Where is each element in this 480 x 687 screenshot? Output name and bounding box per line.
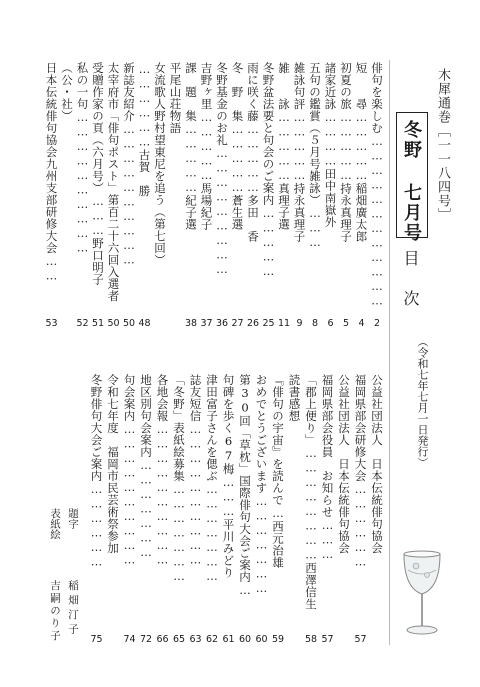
toc-entry <box>189 374 201 567</box>
toc-entry-title: 女流歌人野村望東尼を追う（第七回） <box>153 62 167 266</box>
toc-entry-title: 雨に咲く藤……………多田 香 <box>246 62 260 243</box>
toc-entry <box>169 62 181 134</box>
toc-entry-page: 6 <box>327 318 334 329</box>
toc-entry <box>123 374 135 567</box>
toc-entry-page: 60 <box>255 634 268 645</box>
toc-entry-title: 福岡県部会役員 お知らせ……… <box>320 374 335 562</box>
toc-entry <box>156 374 168 567</box>
toc-entry-title: 句会案内………………………… <box>122 374 137 567</box>
toc-entry-page: 59 <box>271 634 285 645</box>
issue-date: （令和七年七月一日発行） <box>416 336 429 468</box>
toc-entry-title: 誌友短信………………………… <box>188 374 203 567</box>
toc-entry-title: 雑詠句評……………持永真理子 <box>292 62 307 243</box>
toc-entry <box>262 62 274 279</box>
toc-entry-page: 5 <box>342 318 350 329</box>
toc-entry <box>340 62 352 243</box>
toc-entry-page: 61 <box>222 634 235 645</box>
toc-entry <box>206 374 218 584</box>
toc-entry-title: 吉野ヶ里……………馬場紀子 <box>199 62 214 231</box>
toc-entry <box>92 62 104 286</box>
toc-entry-title: 公益社団法人 日本伝統俳句協会 <box>370 374 384 554</box>
toc-entry-page: 52 <box>76 318 89 329</box>
toc-entry-page: 63 <box>189 634 202 645</box>
toc-entry-page: 25 <box>262 318 275 329</box>
toc-entry-title: 初夏の旅……………持永真理子 <box>339 62 353 243</box>
toc-entry-title: 冬野盆法要と句会のご案内…………… <box>261 62 276 279</box>
toc-entry-title: 冬 野 集……………蒼生選 <box>230 62 245 231</box>
toc-entry-title: 「郡上便り」……………………西澤信生 <box>304 374 318 610</box>
toc-entry-title: 津田富子さんを偲ぶ………………… <box>205 374 219 584</box>
toc-entry-title: 福岡県部会研修大会……………… <box>353 374 368 569</box>
toc-entry-title: 各地会報………………………… <box>155 374 170 567</box>
toc-entry-title: 太宰府市「俳句ポスト」第百二十六回入選者 <box>106 62 121 302</box>
toc-entry <box>231 62 243 231</box>
toc-entry-title: 俳句を楽しむ……………………………… <box>370 62 384 308</box>
toc-entry <box>371 62 383 308</box>
toc-entry <box>288 374 300 422</box>
toc-entry-page: 60 <box>238 634 252 645</box>
toc-entry <box>338 374 350 554</box>
toc-entry-title: 五句の鑑賞（５月号雑詠）……… <box>308 62 322 250</box>
credit-title-person: 稲畑汀子 <box>67 580 79 638</box>
toc-entry-page: 74 <box>123 634 136 645</box>
toc-entry-page: 27 <box>231 318 244 329</box>
toc-entry-page: 11 <box>277 318 291 329</box>
toc-entry <box>76 62 88 255</box>
toc-entry <box>216 62 228 277</box>
toc-entry <box>321 374 333 562</box>
credit-title-label: 題字 <box>67 508 79 529</box>
header-divider <box>389 60 390 645</box>
toc-entry-page: 62 <box>205 634 219 645</box>
toc-entry-page: 58 <box>304 634 318 645</box>
toc-entry-page: 51 <box>91 318 105 329</box>
toc-entry-title: 『俳句の宇宙』を読んで…西元治雄 <box>271 374 285 569</box>
toc-entry-title: 第30回「草枕」国際俳句大会ご案内… <box>238 374 252 598</box>
toc-entry-title: 課 題 集……………紀子選 <box>184 62 198 231</box>
toc-entry <box>61 62 73 122</box>
toc-entry <box>173 374 185 584</box>
issue-title: 冬野 七月号 <box>401 120 422 243</box>
toc-entry-page: 50 <box>107 318 120 329</box>
toc-entry-title: 私の一句………………………… <box>75 62 90 255</box>
toc-entry-title: 日本伝統俳句協会九州支部研修大会…… <box>44 62 59 283</box>
toc-entry-title: 受贈作家の頁（六月号）………野口明子 <box>91 62 105 286</box>
toc-entry-page: 36 <box>215 318 229 329</box>
toc-entry <box>324 62 336 228</box>
toc-entry-title: 冬野俳句大会ご案内……………… <box>89 374 104 569</box>
toc-entry <box>371 374 383 554</box>
toc-label: 目 次 <box>401 250 420 310</box>
toc-entry-title: （公・社） <box>60 62 74 122</box>
toc-entry-title: 新誌友紹介………………………… <box>122 62 136 267</box>
toc-entry-page: 4 <box>358 318 365 329</box>
toc-entry <box>154 62 166 266</box>
toc-entry-page: 72 <box>139 634 153 645</box>
toc-entry <box>239 374 251 598</box>
toc-entry-page: 9 <box>296 318 303 329</box>
toc-entry-page: 66 <box>156 634 169 645</box>
toc-entry-page: 48 <box>138 318 151 329</box>
toc-entry-title: 諸家近詠…………田中南嶽外 <box>323 62 338 228</box>
toc-entry-page: 57 <box>321 634 334 645</box>
toc-entry-title: 令和七年度 福岡市民芸術祭参加 <box>106 374 120 554</box>
toc-entry <box>222 374 234 579</box>
toc-entry <box>247 62 259 243</box>
toc-entry-title: 公益社団法人 日本伝統俳句協会 <box>337 374 351 554</box>
toc-entry-page: 38 <box>184 318 198 329</box>
toc-entry <box>90 374 102 569</box>
toc-entry-title: 読書感想 <box>287 374 302 422</box>
toc-entry <box>293 62 305 243</box>
toc-entry-title: ………………古賀 勝 <box>137 62 152 197</box>
toc-entry-page: 75 <box>90 634 103 645</box>
toc-entry-page: 8 <box>311 318 319 329</box>
toc-entry <box>138 62 150 197</box>
toc-entry <box>123 62 135 267</box>
toc-entry-title: 「冬野」表紙絵募集………………… <box>172 374 186 584</box>
toc-entry <box>107 374 119 554</box>
toc-entry <box>185 62 197 231</box>
toc-entry <box>107 62 119 302</box>
toc-entry-title: 地区別句会案内………………… <box>139 374 153 560</box>
volume-label: 木犀通巻［一一八四号］ <box>435 68 450 222</box>
toc-entry-page: 65 <box>172 634 186 645</box>
toc-entry-title: おめでとうございます………………… <box>254 374 269 596</box>
wine-glass-illustration <box>398 548 446 640</box>
toc-entry-title: 雑 詠……………真理子選 <box>277 62 291 231</box>
toc-entry-page: 2 <box>373 318 381 329</box>
toc-entry <box>140 374 152 560</box>
toc-entry <box>305 374 317 610</box>
toc-entry <box>309 62 321 250</box>
credit-cover-person: 吉嗣のり子 <box>49 580 61 643</box>
toc-entry-page: 53 <box>45 318 58 329</box>
toc-entry-title: 短 尋……………稲畑廣太郎 <box>354 62 369 243</box>
toc-entry <box>355 62 367 243</box>
toc-entry-title: 平尾山荘物語 <box>168 62 183 134</box>
toc-entry <box>354 374 366 569</box>
toc-entry <box>45 62 57 283</box>
toc-entry <box>200 62 212 231</box>
toc-entry <box>272 374 284 569</box>
toc-entry-title: 句碑を歩く67梅………平川みどり <box>221 374 236 579</box>
toc-entry-page: 37 <box>200 318 213 329</box>
toc-entry-page: 50 <box>122 318 136 329</box>
toc-entry-title: 冬野基金のお礼……………………… <box>215 62 229 277</box>
toc-entry-page: 57 <box>354 634 367 645</box>
toc-entry-page: 26 <box>246 318 260 329</box>
toc-entry <box>278 62 290 231</box>
toc-entry <box>255 374 267 596</box>
credit-cover-label: 表紙絵 <box>49 508 61 540</box>
